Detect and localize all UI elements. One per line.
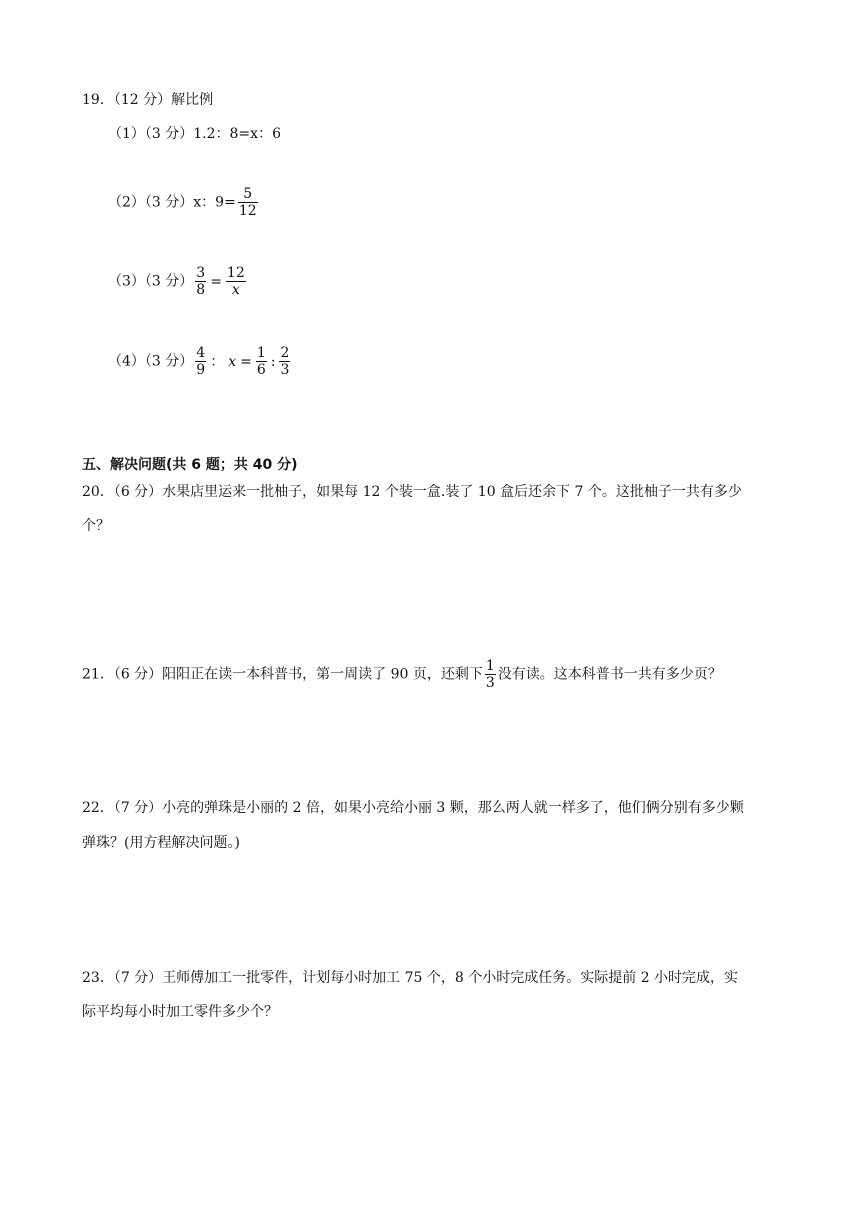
fraction-denominator: 6 bbox=[256, 362, 266, 378]
q21-fraction bbox=[485, 658, 496, 691]
q22-line2: 弹珠？(用方程解决问题。) bbox=[82, 835, 240, 851]
q19-part1 bbox=[108, 124, 281, 144]
q19-part4-fraction-a bbox=[195, 345, 206, 378]
fraction-denominator: 9 bbox=[196, 362, 206, 378]
equals-sign: = bbox=[210, 273, 222, 290]
fraction-numerator: 1 bbox=[256, 345, 266, 361]
fraction-denominator: x bbox=[231, 282, 240, 298]
fraction-denominator: 12 bbox=[238, 203, 257, 219]
q19-part3-fraction-right bbox=[226, 265, 246, 298]
q19-part4 bbox=[108, 345, 292, 378]
fraction-numerator: 4 bbox=[196, 345, 206, 361]
q19-part4-fraction-b bbox=[256, 345, 267, 378]
q20-line2: 个？ bbox=[82, 518, 110, 534]
q19-part3-fraction-left bbox=[195, 265, 206, 298]
q19-part2 bbox=[108, 186, 260, 219]
q19-part3-label: （3）（3 分） bbox=[108, 273, 194, 290]
q19-part3 bbox=[108, 265, 248, 298]
q19-part2-fraction bbox=[238, 186, 258, 219]
fraction-denominator: 3 bbox=[280, 362, 290, 378]
q20-line1: 20．（6 分）水果店里运来一批柚子，如果每 12 个装一盒.装了 10 盒后还余下 7 个。这批柚子一共有多少 bbox=[82, 484, 742, 500]
colon-sign: ： bbox=[210, 353, 225, 370]
fraction-numerator: 2 bbox=[280, 345, 290, 361]
fraction-numerator: 5 bbox=[238, 186, 258, 203]
equals-sign: = bbox=[240, 353, 252, 370]
variable-x: x bbox=[228, 353, 237, 370]
q21-line bbox=[82, 658, 722, 691]
q19-part4-fraction-c bbox=[279, 345, 290, 378]
q19-part2-prefix: x：9= bbox=[193, 194, 236, 211]
fraction-denominator: 3 bbox=[485, 675, 495, 691]
fraction-numerator: 12 bbox=[226, 265, 245, 281]
q19-part1-label: （1）（3 分） bbox=[108, 126, 194, 142]
fraction-denominator: 8 bbox=[196, 282, 206, 298]
colon-sign: : bbox=[270, 353, 276, 370]
q21-text-after: 没有读。这本科普书一共有多少页？ bbox=[497, 666, 722, 683]
q19-title: 19．（12 分）解比例 bbox=[82, 92, 214, 108]
q23-line1: 23．（7 分）王师傅加工一批零件，计划每小时加工 75 个，8 个小时完成任务。实际提前 2 小时完成，实 bbox=[82, 970, 739, 986]
fraction-numerator: 1 bbox=[485, 658, 495, 674]
fraction-numerator: 3 bbox=[196, 265, 206, 281]
q23-line2: 际平均每小时加工零件多少个？ bbox=[82, 1004, 278, 1020]
q19-part2-label: （2）（3 分） bbox=[108, 194, 194, 211]
q19-part1-text: 1.2：8=x：6 bbox=[193, 126, 281, 142]
section-heading: 五、解决问题(共 6 题；共 40 分) bbox=[82, 457, 298, 473]
q21-text-before: 21．（6 分）阳阳正在读一本科普书，第一周读了 90 页，还剩下 bbox=[82, 666, 483, 683]
q22-line1: 22．（7 分）小亮的弹珠是小丽的 2 倍，如果小亮给小丽 3 颗，那么两人就一样多了，他们俩分别有多少颗 bbox=[82, 800, 744, 816]
q19-part4-label: （4）（3 分） bbox=[108, 353, 194, 370]
